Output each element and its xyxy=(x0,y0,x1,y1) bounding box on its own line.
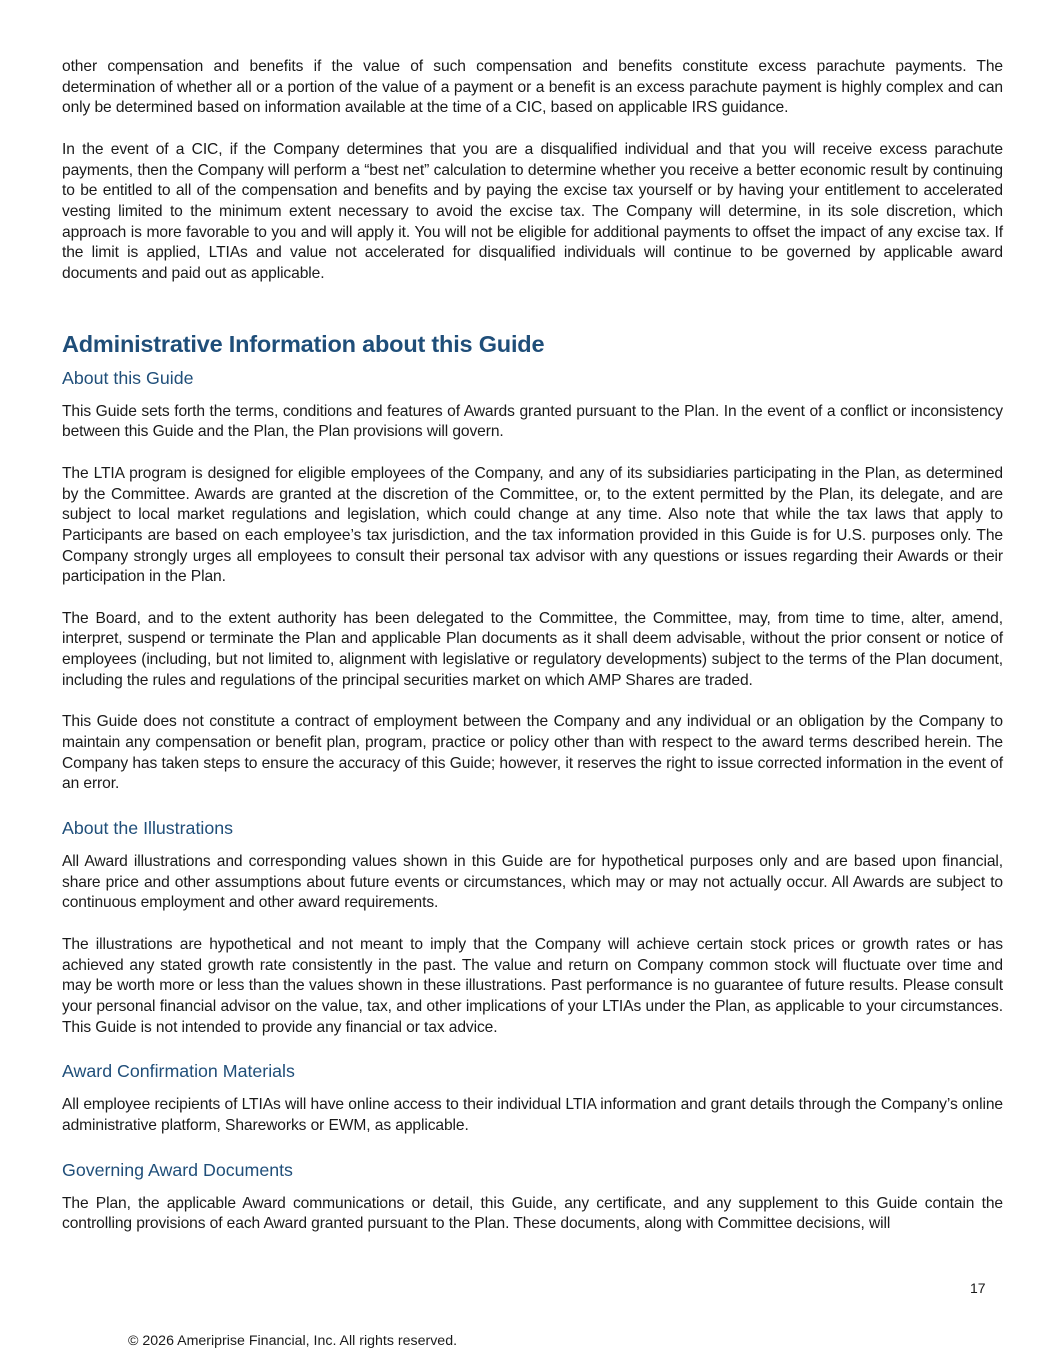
paragraph-about-guide-1: This Guide sets forth the terms, conditions and features of Awards granted pursuant to the Plan. In the event of a conflict or inconsistency between this Guide and the Plan, the Plan provisions will govern. xyxy=(62,402,1003,441)
page-number: 17 xyxy=(970,1280,986,1296)
paragraph-award-confirmation: All employee recipients of LTIAs will have online access to their individual LTIA information and grant details through the Company’s online administrative platform, Shareworks or EWM, as applicable. xyxy=(62,1096,1003,1135)
paragraph-excess-parachute: other compensation and benefits if the value of such compensation and benefits constitute excess parachute payments. The determination of whether all or a portion of the value of a payment or a benefit is an excess parachute payment is highly complex and can only be determined based on information available at the time of a CIC, based on applicable IRS guidance. xyxy=(62,58,1003,117)
paragraph-governing-documents: The Plan, the applicable Award communications or detail, this Guide, any certificate, and any supplement to this Guide contain the controlling provisions of each Award granted pursuant to the Plan. These documents, along with Committee decisions, will xyxy=(62,1194,1003,1233)
heading-about-illustrations: About the Illustrations xyxy=(62,818,233,839)
paragraph-about-guide-2: The LTIA program is designed for eligible employees of the Company, and any of its subsidiaries participating in the Plan, as determined by the Committee. Awards are granted at the discretion of the Committee, or, to the extent permitted by the Plan, its delegate, and are subject to local market regulations and legislation, which could change at any time. Also note that while the tax laws that apply to Participants are based on each employee’s tax jurisdiction, and the tax information provided in this Guide is for U.S. purposes only. The Company strongly urges all employees to consult their personal tax advisor with any questions or issues regarding their Awards or their participation in the Plan. xyxy=(62,464,1003,586)
paragraph-illustrations-2: The illustrations are hypothetical and not meant to imply that the Company will achieve certain stock prices or growth rates or has achieved any stated growth rate consistently in the past. The value and return on Company common stock will fluctuate over time and may be worth more or less than the values shown in these illustrations. Past performance is no guarantee of future results. Please consult your personal financial advisor on the value, tax, and other implications of your LTIAs under the Plan, as applicable to your circumstances. This Guide is not intended to provide any financial or tax advice. xyxy=(62,935,1003,1036)
heading-governing-documents: Governing Award Documents xyxy=(62,1159,293,1180)
heading-award-confirmation: Award Confirmation Materials xyxy=(62,1061,295,1082)
paragraph-illustrations-1: All Award illustrations and corresponding values shown in this Guide are for hypothetical purposes only and are based upon financial, share price and other assumptions about future events or circumstances, which may or may not actually occur. All Awards are subject to continuous employment and other award requirements. xyxy=(62,853,1003,912)
section-title: Administrative Information about this Guide xyxy=(62,330,545,357)
paragraph-best-net: In the event of a CIC, if the Company determines that you are a disqualified individual and that you will receive excess parachute payments, then the Company will perform a “best net” calculation to determine whether you receive a better economic result by continuing to be entitled to all of the compensation and benefits and by paying the excise tax yourself or by having your entitlement to accelerated vesting limited to the minimum extent necessary to avoid the excise tax. The Company will determine, in its sole discretion, which approach is more favorable to you and will apply it. You will not be eligible for additional payments to offset the impact of any excise tax. If the limit is applied, LTIAs and value not accelerated for disqualified individuals will continue to be governed by applicable award documents and paid out as applicable. xyxy=(62,140,1003,283)
copyright-footer: © 2026 Ameriprise Financial, Inc. All rights reserved. xyxy=(128,1333,458,1349)
document-page xyxy=(62,57,1003,1235)
heading-about-guide: About this Guide xyxy=(62,367,194,388)
paragraph-about-guide-4: This Guide does not constitute a contract of employment between the Company and any individual or an obligation by the Company to maintain any compensation or benefit plan, program, practice or policy other than with respect to the award terms described herein. The Company has taken steps to ensure the accuracy of this Guide; however, it reserves the right to issue corrected information in the event of an error. xyxy=(62,713,1003,793)
paragraph-about-guide-3: The Board, and to the extent authority has been delegated to the Committee, the Committee, may, from time to time, alter, amend, interpret, suspend or terminate the Plan and applicable Plan documents as it shall deem advisable, without the prior consent or notice of employees (including, but not limited to, alignment with legislative or regulatory developments) subject to the terms of the Plan document, including the rules and regulations of the principal securities market on which AMP Shares are traded. xyxy=(62,609,1003,689)
